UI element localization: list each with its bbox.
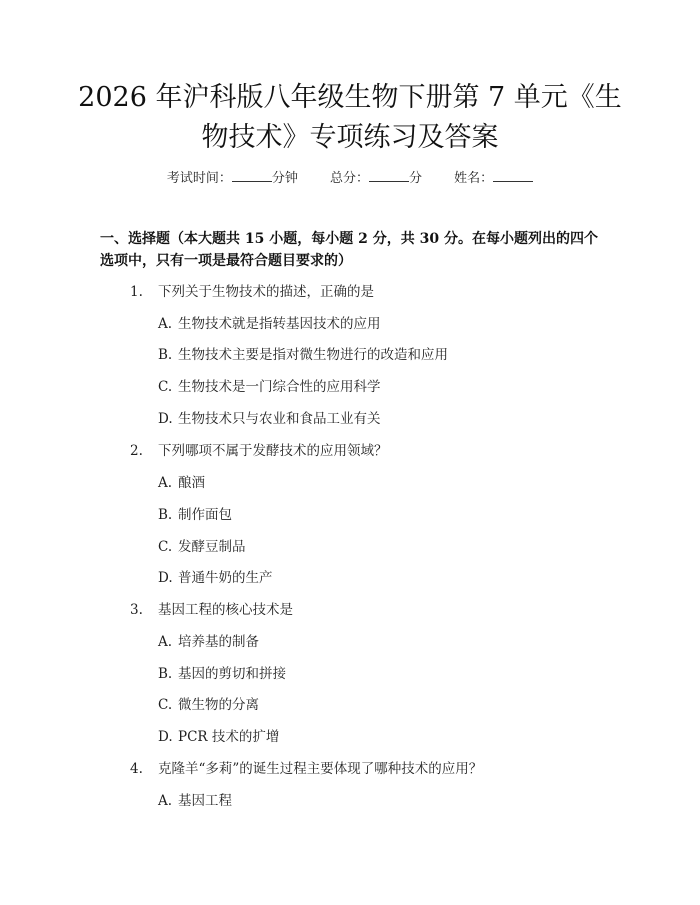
option-text: 生物技术是一门综合性的应用科学: [178, 379, 381, 395]
option-1c: [158, 378, 381, 396]
option-key: B.: [158, 347, 173, 363]
option-3b: [158, 665, 286, 683]
score-label: 总分：: [329, 171, 369, 186]
question-text: 克隆羊“多莉”的诞生过程主要体现了哪种技术的应用？: [158, 761, 483, 777]
option-key: A.: [158, 475, 173, 491]
option-3d: [158, 728, 279, 746]
option-text: PCR 技术的扩增: [178, 729, 280, 745]
score-field: [330, 167, 422, 186]
option-text: 生物技术就是指转基因技术的应用: [178, 316, 381, 332]
question-text: 下列哪项不属于发酵技术的应用领域？: [158, 443, 388, 459]
option-key: A.: [158, 634, 173, 650]
option-text: 基因的剪切和拼接: [178, 666, 286, 682]
option-text: 酿酒: [178, 475, 205, 491]
question-text: 基因工程的核心技术是: [158, 602, 293, 618]
time-field: [167, 167, 298, 186]
section-heading: 一、选择题（本大题共 15 小题，每小题 2 分，共 30 分。在每小题列出的四个选项中，只有一项是最符合题目要求的）: [100, 231, 598, 269]
title-line-1: 2026 年沪科版八年级生物下册第 7 单元《生: [78, 82, 622, 113]
option-key: D.: [158, 570, 173, 586]
question-1: [130, 283, 374, 301]
option-text: 生物技术主要是指对微生物进行的改造和应用: [178, 347, 448, 363]
option-4a: [158, 792, 232, 810]
time-unit: 分钟: [271, 171, 298, 186]
option-key: C.: [158, 379, 173, 395]
option-text: 普通牛奶的生产: [178, 570, 273, 586]
question-4: [130, 760, 482, 778]
document-title: [60, 78, 640, 158]
name-label: 姓名：: [454, 171, 494, 186]
option-1a: [158, 315, 381, 333]
name-blank: [493, 170, 533, 182]
option-3c: [158, 696, 259, 714]
option-2c: [158, 538, 246, 556]
option-text: 培养基的制备: [178, 634, 259, 650]
score-unit: 分: [409, 171, 423, 186]
option-1d: [158, 410, 381, 428]
question-number: 2.: [130, 443, 143, 459]
option-2b: [158, 506, 232, 524]
option-text: 制作面包: [178, 507, 232, 523]
option-key: B.: [158, 666, 173, 682]
question-text: 下列关于生物技术的描述，正确的是: [158, 284, 374, 300]
option-text: 基因工程: [178, 793, 232, 809]
option-2a: [158, 474, 205, 492]
option-key: D.: [158, 729, 173, 745]
option-2d: [158, 569, 273, 587]
option-key: A.: [158, 793, 173, 809]
question-2: [130, 442, 388, 460]
option-key: D.: [158, 411, 173, 427]
title-line-2: 物技术》专项练习及答案: [201, 122, 499, 153]
option-key: B.: [158, 507, 173, 523]
time-blank: [232, 170, 272, 182]
question-3: [130, 601, 293, 619]
option-key: C.: [158, 697, 173, 713]
option-text: 发酵豆制品: [178, 539, 246, 555]
option-3a: [158, 633, 259, 651]
question-number: 3.: [130, 602, 143, 618]
option-text: 微生物的分离: [178, 697, 259, 713]
option-key: C.: [158, 539, 173, 555]
score-blank: [369, 170, 409, 182]
question-number: 1.: [130, 284, 143, 300]
option-1b: [158, 346, 448, 364]
option-key: A.: [158, 316, 173, 332]
option-text: 生物技术只与农业和食品工业有关: [178, 411, 381, 427]
question-number: 4.: [130, 761, 143, 777]
exam-meta: [0, 167, 700, 186]
time-label: 考试时间：: [166, 171, 232, 186]
name-field: [454, 167, 533, 186]
